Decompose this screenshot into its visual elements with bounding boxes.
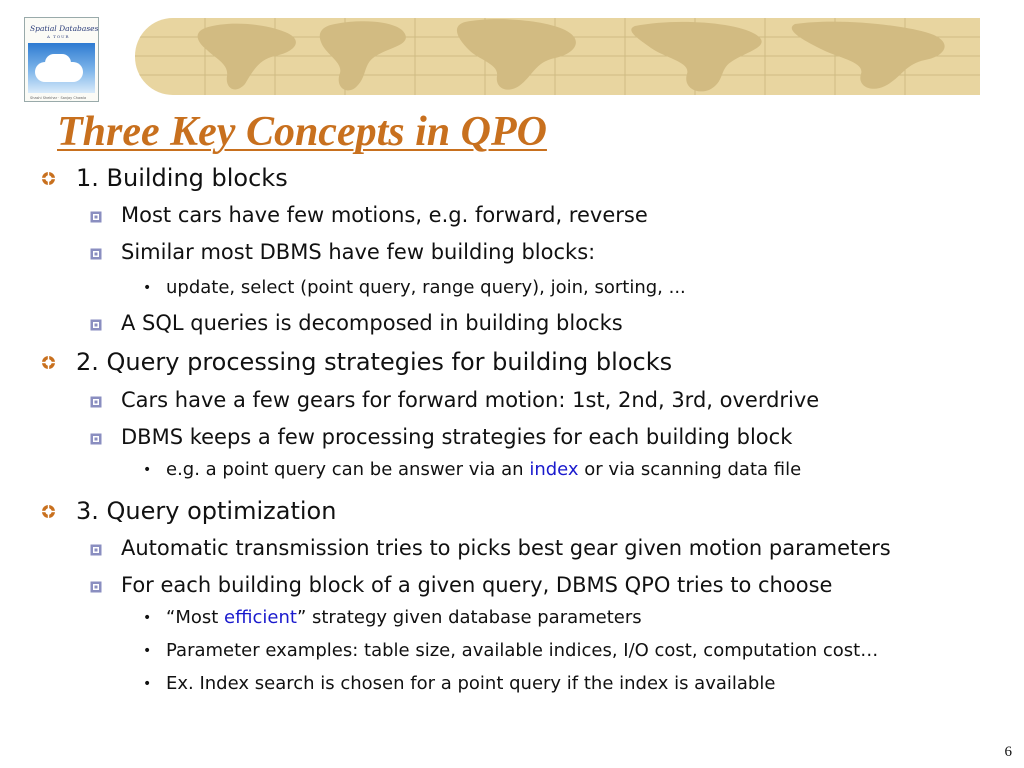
cloud-shape: [35, 62, 83, 82]
page-number: 6: [1004, 744, 1012, 760]
bullet-text: or via scanning data file: [578, 459, 802, 480]
book-subtitle: A TOUR: [47, 34, 70, 39]
level2-bullet-icon: [90, 544, 102, 556]
level3-bullet-icon: •: [143, 643, 152, 659]
bullet-level2: For each building block of a given query, DBMS QPO tries to choose: [121, 573, 833, 597]
world-map-graphic: [135, 18, 980, 95]
bullet-text: e.g. a point query can be answer via an: [166, 459, 530, 480]
level2-bullet-icon: [90, 248, 102, 260]
book-cover-image: [24, 17, 99, 102]
book-authors: Shashi Shekhar · Sanjay Chawla: [30, 96, 87, 100]
book-title: Spatial Databases: [30, 24, 99, 33]
level3-bullet-icon: •: [143, 676, 152, 692]
bullet-level1: 1. Building blocks: [76, 164, 288, 192]
bullet-level3: Ex. Index search is chosen for a point query if the index is available: [166, 673, 776, 694]
bullet-level3: Parameter examples: table size, available indices, I/O cost, computation cost…: [166, 640, 879, 661]
bullet-level1: 3. Query optimization: [76, 497, 337, 525]
bullet-level3: [166, 459, 801, 480]
bullet-level3: [166, 607, 642, 628]
level2-bullet-icon: [90, 581, 102, 593]
level2-bullet-icon: [90, 396, 102, 408]
bullet-level2: Similar most DBMS have few building blocks:: [121, 240, 596, 264]
highlighted-term: efficient: [224, 607, 297, 628]
level1-bullet-icon: [41, 504, 56, 519]
bullet-level2: Cars have a few gears for forward motion: 1st, 2nd, 3rd, overdrive: [121, 388, 820, 412]
bullet-level1: 2. Query processing strategies for building blocks: [76, 348, 673, 376]
bullet-text: ” strategy given database parameters: [296, 607, 642, 628]
level1-bullet-icon: [41, 355, 56, 370]
highlighted-term: index: [529, 459, 579, 480]
bullet-level2: Most cars have few motions, e.g. forward, reverse: [121, 203, 648, 227]
bullet-level2: DBMS keeps a few processing strategies for each building block: [121, 425, 793, 449]
level2-bullet-icon: [90, 433, 102, 445]
bullet-text: “Most: [166, 607, 225, 628]
bullet-level2: A SQL queries is decomposed in building blocks: [121, 311, 623, 335]
bullet-level2: Automatic transmission tries to picks best gear given motion parameters: [121, 536, 891, 560]
slide-title: Three Key Concepts in QPO: [57, 109, 547, 155]
level2-bullet-icon: [90, 211, 102, 223]
level3-bullet-icon: •: [143, 280, 152, 296]
header-map-banner: [135, 18, 980, 95]
level3-bullet-icon: •: [143, 462, 152, 478]
level2-bullet-icon: [90, 319, 102, 331]
bullet-level3: update, select (point query, range query), join, sorting, ...: [166, 277, 686, 298]
level3-bullet-icon: •: [143, 610, 152, 626]
level1-bullet-icon: [41, 171, 56, 186]
